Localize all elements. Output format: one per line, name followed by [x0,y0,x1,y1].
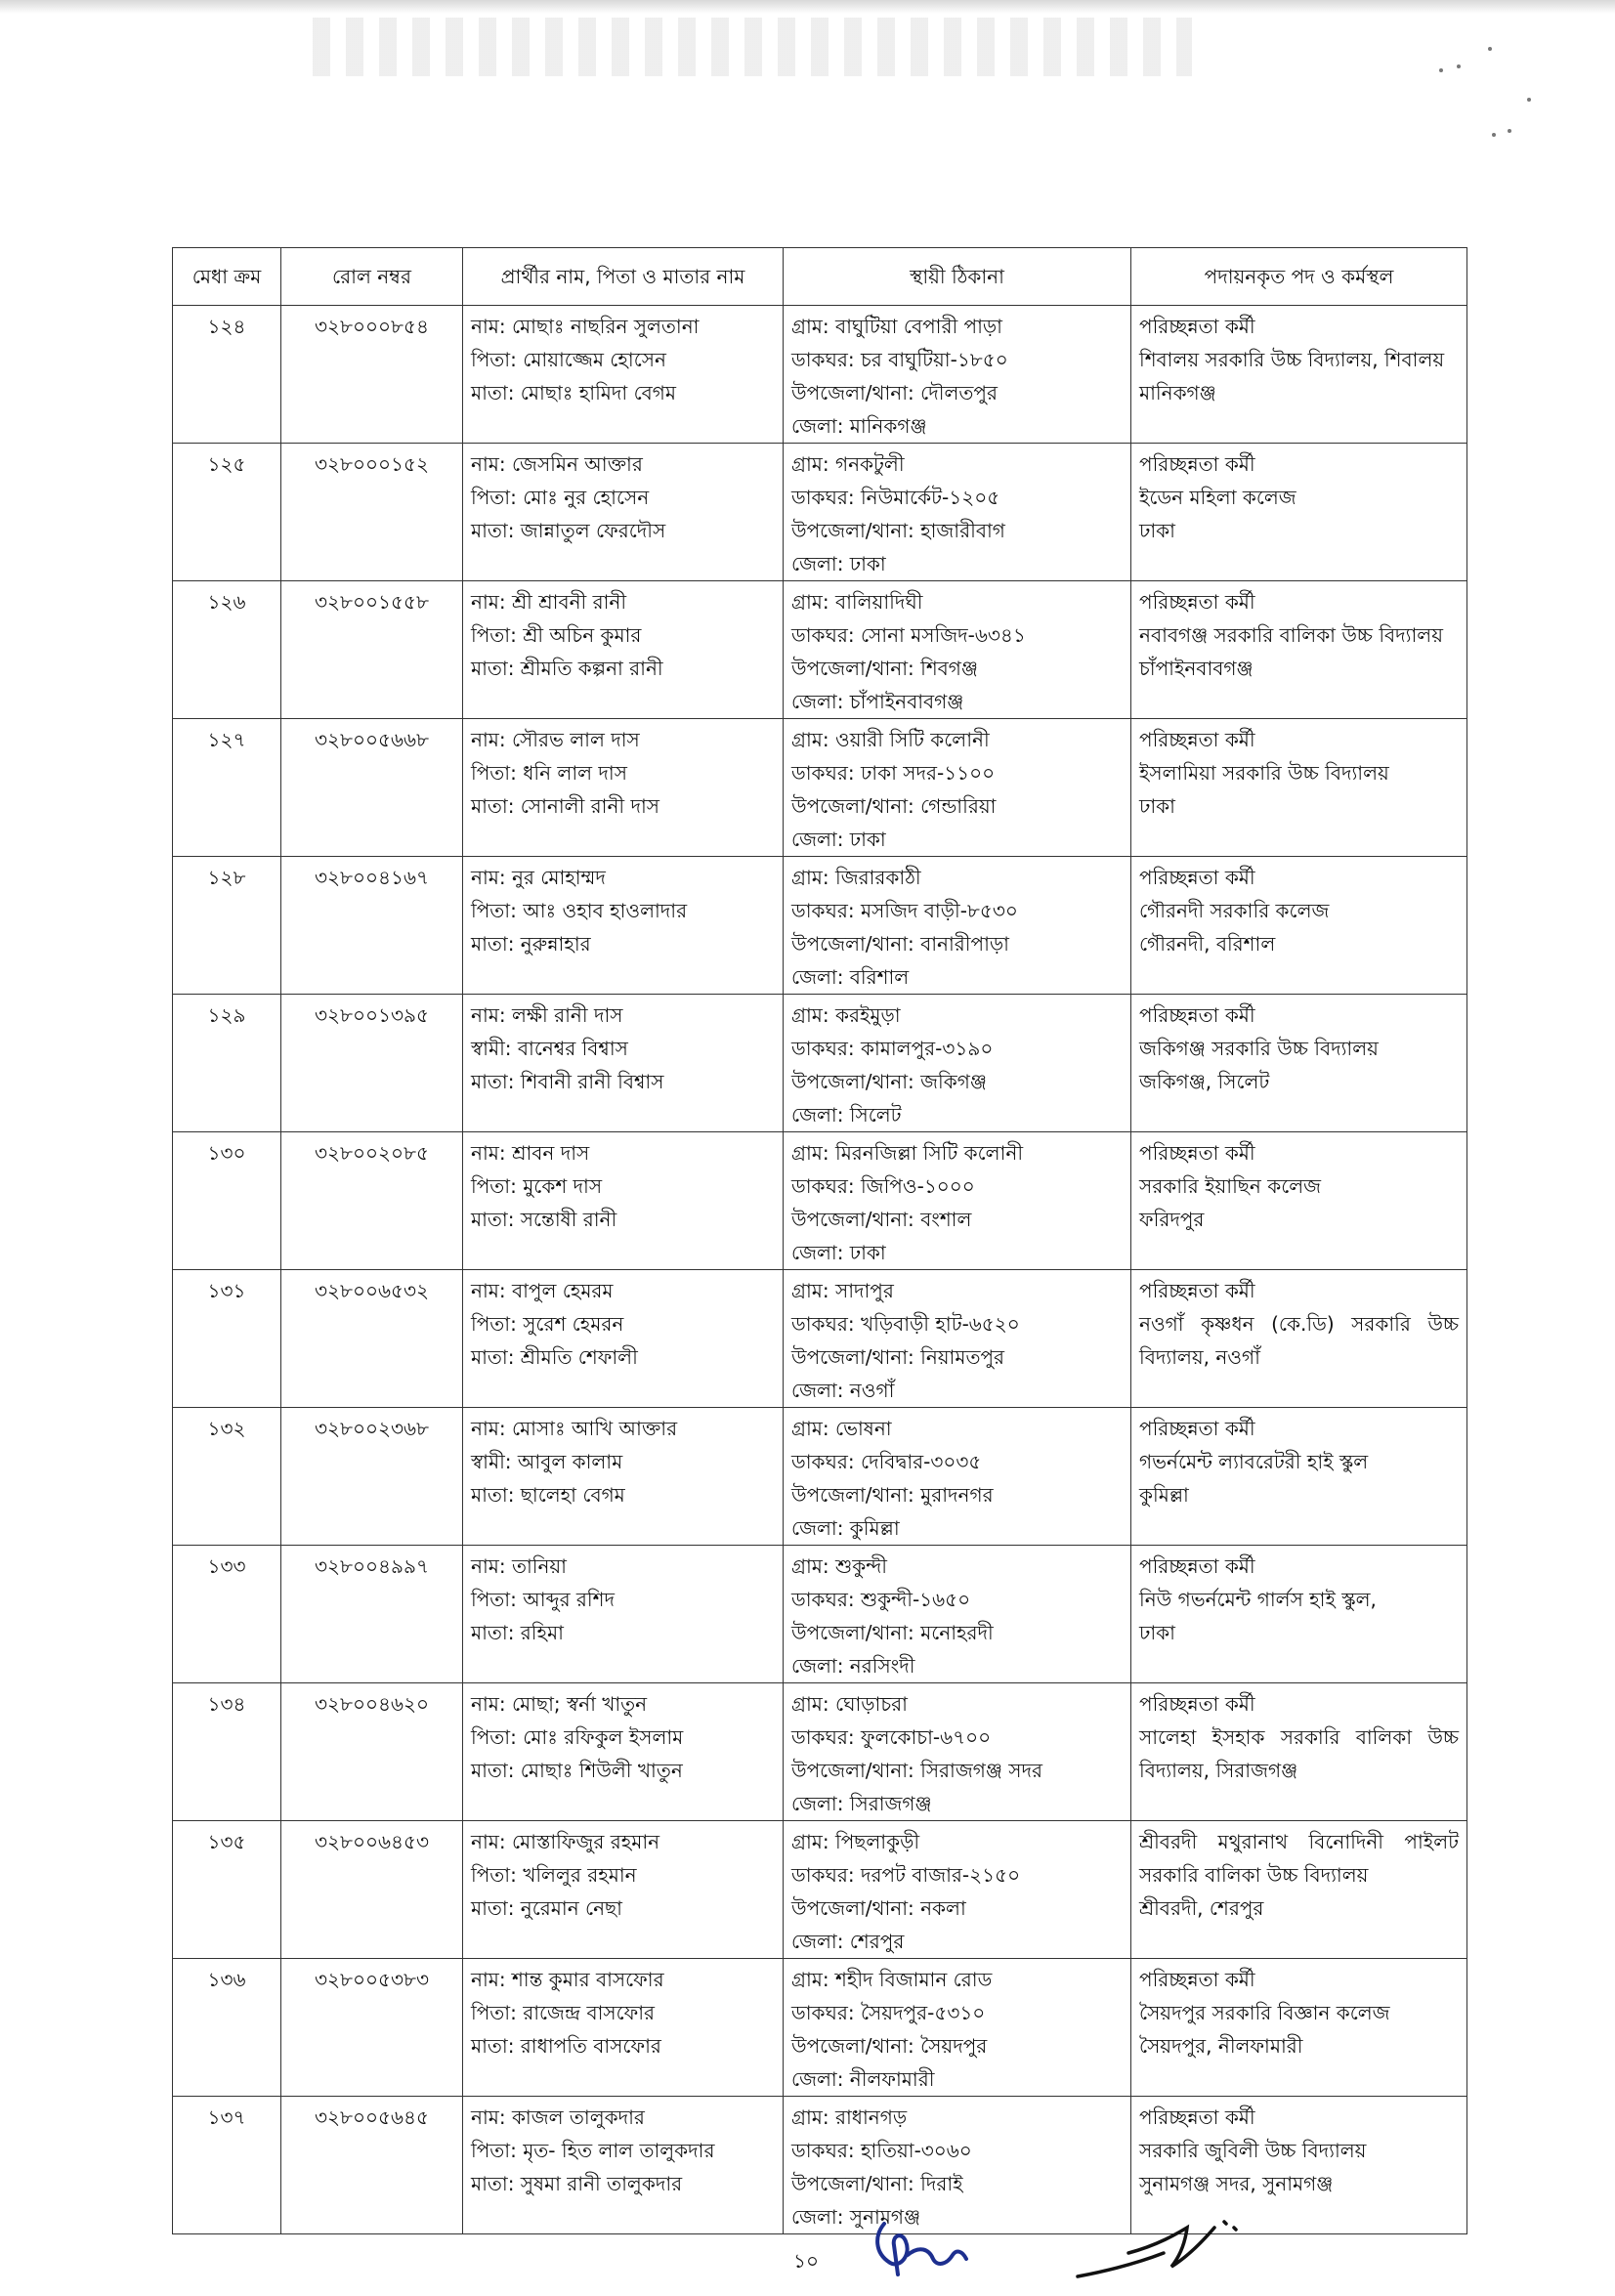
address-line: উপজেলা/থানা: মুরাদনগর [791,1483,994,1507]
posting-line: সৈয়দপুর, নীলফামারী [1139,2034,1303,2058]
address-line: ডাকঘর: সৈয়দপুর-৫৩১০ [791,2001,986,2024]
address-line: ডাকঘর: জিপিও-১০০০ [791,1174,975,1198]
name-line: নাম: মোস্তাফিজুর রহমান [471,1830,660,1853]
posting-line: ইডেন মহিলা কলেজ [1139,486,1296,509]
address-cell [784,1132,1131,1270]
page-number: ১০ [793,2249,819,2273]
address-cell [784,995,1131,1132]
serial-cell: ১২৭ [173,719,281,857]
name-line: নাম: মোসাঃ আখি আক্তার [471,1417,678,1440]
candidate-info-cell [463,1270,784,1408]
table-row [173,857,1467,995]
name-line: পিতা: ধনি লাল দাস [471,761,627,785]
address-line: গ্রাম: বাঘুটিয়া বেপারী পাড়া [791,315,1002,338]
serial-cell: ১৩৫ [173,1821,281,1959]
name-line: মাতা: সুষমা রানী তালুকদার [471,2172,683,2195]
posting-cell [1131,444,1467,581]
name-line: স্বামী: আবুল কালাম [471,1450,623,1473]
posting-cell [1131,857,1467,995]
posting-line: ঢাকা [1139,519,1175,542]
roll-cell: ৩২৮০০১৩৯৫ [281,995,463,1132]
address-line: উপজেলা/থানা: শিবগঞ্জ [791,657,978,680]
posting-line: পরিচ্ছন্নতা কর্মী [1139,1417,1255,1440]
address-line: জেলা: ঢাকা [791,1241,886,1264]
candidate-info-cell [463,995,784,1132]
name-line: মাতা: মোছাঃ হামিদা বেগম [471,381,677,404]
address-line: গ্রাম: রাধানগড় [791,2105,908,2129]
posting-line: পরিচ্ছন্নতা কর্মী [1139,590,1255,614]
address-line: জেলা: শেরপুর [791,1930,905,1953]
table-row [173,1683,1467,1821]
address-line: গ্রাম: মিরনজিল্লা সিটি কলোনী [791,1141,1024,1165]
header-address: স্থায়ী ঠিকানা [784,248,1131,306]
address-line: জেলা: সিলেট [791,1103,902,1127]
name-line: পিতা: আব্দুর রশিদ [471,1588,615,1611]
posting-line: পরিচ্ছন্নতা কর্মী [1139,315,1255,338]
address-line: উপজেলা/থানা: নকলা [791,1896,966,1920]
address-line: গ্রাম: ঘোড়াচরা [791,1692,908,1716]
posting-line: শ্রীবরদী, শেরপুর [1139,1896,1264,1920]
posting-line: শিবালয় সরকারি উচ্চ বিদ্যালয়, শিবালয় [1139,348,1445,371]
name-line: পিতা: শ্রী অচিন কুমার [471,623,642,647]
name-line: পিতা: মৃত- হিত লাল তালুকদার [471,2139,715,2162]
table-row [173,1821,1467,1959]
header-posting: পদায়নকৃত পদ ও কর্মস্থল [1131,248,1467,306]
posting-line: নওগাঁ কৃষ্ণধন (কে.ডি) সরকারি উচ্চ বিদ্যালয়, নওগাঁ [1139,1312,1459,1369]
address-line: উপজেলা/থানা: বানারীপাড়া [791,932,1009,956]
roll-cell: ৩২৮০০৪৯৯৭ [281,1546,463,1683]
table-row [173,719,1467,857]
address-line: ডাকঘর: কামালপুর-৩১৯০ [791,1037,994,1060]
serial-cell: ১২৯ [173,995,281,1132]
serial-cell: ১৩৪ [173,1683,281,1821]
name-line: স্বামী: বানেশ্বর বিশ্বাস [471,1037,628,1060]
address-cell [784,1408,1131,1546]
name-line: মাতা: মোছাঃ শিউলী খাতুন [471,1759,683,1782]
name-line: পিতা: রাজেন্দ্র বাসফোর [471,2001,656,2024]
name-line: নাম: লক্ষী রানী দাস [471,1003,623,1027]
posting-line: পরিচ্ছন্নতা কর্মী [1139,1692,1255,1716]
address-line: উপজেলা/থানা: সিরাজগঞ্জ সদর [791,1759,1043,1782]
address-line: জেলা: কুমিল্লা [791,1516,900,1540]
address-line: গ্রাম: শুকুন্দী [791,1554,887,1578]
posting-cell [1131,1132,1467,1270]
table-row [173,1546,1467,1683]
name-line: মাতা: ছালেহা বেগম [471,1483,625,1507]
roll-cell: ৩২৮০০৪১৬৭ [281,857,463,995]
name-line: মাতা: রহিমা [471,1621,564,1644]
posting-cell [1131,719,1467,857]
table-row [173,1132,1467,1270]
posting-cell [1131,306,1467,444]
roll-cell: ৩২৮০০৫৬৬৮ [281,719,463,857]
address-cell [784,306,1131,444]
table-header-row [173,248,1467,306]
name-line: মাতা: সন্তোষী রানী [471,1208,617,1231]
address-line: ডাকঘর: দেবিদ্বার-৩০৩৫ [791,1450,982,1473]
posting-line: গভর্নমেন্ট ল্যাবরেটরী হাই স্কুল [1139,1450,1369,1473]
name-line: মাতা: সোনালী রানী দাস [471,794,659,818]
posting-line: পরিচ্ছন্নতা কর্মী [1139,1554,1255,1578]
address-line: ডাকঘর: ফুলকোচা-৬৭০০ [791,1725,992,1749]
posting-line: পরিচ্ছন্নতা কর্মী [1139,1003,1255,1027]
address-line: জেলা: নওগাঁ [791,1379,895,1402]
address-cell [784,1546,1131,1683]
roll-cell: ৩২৮০০৫৬৪৫ [281,2097,463,2234]
address-line: ডাকঘর: নিউমার্কেট-১২০৫ [791,486,1000,509]
address-line: জেলা: ঢাকা [791,552,886,575]
address-line: গ্রাম: গনকটুলী [791,452,905,476]
posting-line: নবাবগঞ্জ সরকারি বালিকা উচ্চ বিদ্যালয় [1139,623,1443,647]
address-line: উপজেলা/থানা: দৌলতপুর [791,381,998,404]
posting-line: গৌরনদী, বরিশাল [1139,932,1276,956]
address-cell [784,444,1131,581]
posting-line: পরিচ্ছন্নতা কর্মী [1139,1141,1255,1165]
name-line: নাম: সৌরভ লাল দাস [471,728,640,751]
address-line: জেলা: মানিকগঞ্জ [791,414,927,438]
name-line: পিতা: খলিলুর রহমান [471,1863,637,1887]
name-line: নাম: নুর মোহাম্মদ [471,866,606,889]
bleed-through-text [313,18,1192,76]
address-line: ডাকঘর: চর বাঘুটিয়া-১৮৫০ [791,348,1008,371]
posting-line: ঢাকা [1139,1621,1175,1644]
name-line: নাম: মোছা; স্বর্না খাতুন [471,1692,648,1716]
address-line: গ্রাম: ওয়ারী সিটি কলোনী [791,728,990,751]
serial-cell: ১৩৩ [173,1546,281,1683]
name-line: নাম: জেসমিন আক্তার [471,452,643,476]
name-line: নাম: কাজল তালুকদার [471,2105,645,2129]
address-line: গ্রাম: জিরারকাঠী [791,866,921,889]
table-row [173,444,1467,581]
header-name: প্রার্থীর নাম, পিতা ও মাতার নাম [463,248,784,306]
address-line: জেলা: চাঁপাইনবাবগঞ্জ [791,690,964,713]
posting-line: পরিচ্ছন্নতা কর্মী [1139,1968,1255,1991]
posting-cell [1131,1683,1467,1821]
roll-cell: ৩২৮০০০১৫২ [281,444,463,581]
name-line: পিতা: মোয়াজ্জেম হোসেন [471,348,666,371]
address-line: উপজেলা/থানা: হাজারীবাগ [791,519,1005,542]
candidate-info-cell [463,1821,784,1959]
name-line: মাতা: নুরেমান নেছা [471,1896,622,1920]
posting-cell [1131,1408,1467,1546]
table-row [173,581,1467,719]
scan-edge-shadow [0,0,1615,14]
roll-cell: ৩২৮০০৬৪৫৩ [281,1821,463,1959]
posting-line: নিউ গভর্নমেন্ট গার্লস হাই স্কুল, [1139,1588,1377,1611]
address-line: উপজেলা/থানা: দিরাই [791,2172,963,2195]
name-line: মাতা: শ্রীমতি কল্পনা রানী [471,657,663,680]
address-line: ডাকঘর: দরপট বাজার-২১৫০ [791,1863,1021,1887]
table-row [173,1270,1467,1408]
candidate-info-cell [463,1408,784,1546]
name-line: নাম: শ্রাবন দাস [471,1141,590,1165]
posting-line: ফরিদপুর [1139,1208,1205,1231]
serial-cell: ১২৫ [173,444,281,581]
address-cell [784,719,1131,857]
address-line: গ্রাম: ভোষনা [791,1417,892,1440]
candidate-info-cell [463,1132,784,1270]
name-line: মাতা: নুরুন্নাহার [471,932,591,956]
table-row [173,1959,1467,2097]
candidate-info-cell [463,1959,784,2097]
posting-line: জকিগঞ্জ, সিলেট [1139,1070,1270,1093]
address-line: জেলা: নরসিংদী [791,1654,915,1678]
roll-cell: ৩২৮০০৬৫৩২ [281,1270,463,1408]
address-line: জেলা: সুনামগঞ্জ [791,2205,921,2229]
posting-line: পরিচ্ছন্নতা কর্মী [1139,866,1255,889]
posting-cell [1131,1821,1467,1959]
table-row [173,306,1467,444]
serial-cell: ১৩২ [173,1408,281,1546]
posting-line: পরিচ্ছন্নতা কর্মী [1139,728,1255,751]
name-line: মাতা: শিবানী রানী বিশ্বাস [471,1070,664,1093]
posting-line: গৌরনদী সরকারি কলেজ [1139,899,1330,922]
posting-cell [1131,1270,1467,1408]
roll-cell: ৩২৮০০০৮৫৪ [281,306,463,444]
candidate-info-cell [463,1683,784,1821]
address-line: ডাকঘর: সোনা মসজিদ-৬৩৪১ [791,623,1026,647]
name-line: পিতা: মোঃ নুর হোসেন [471,486,650,509]
address-line: জেলা: ঢাকা [791,828,886,851]
address-line: ডাকঘর: হাতিয়া-৩০৬০ [791,2139,972,2162]
roll-cell: ৩২৮০০৪৬২০ [281,1683,463,1821]
posting-line: সৈয়দপুর সরকারি বিজ্ঞান কলেজ [1139,2001,1390,2024]
address-cell [784,857,1131,995]
roll-cell: ৩২৮০০৫৩৮৩ [281,1959,463,2097]
serial-cell: ১২৪ [173,306,281,444]
table-row [173,1408,1467,1546]
signature [1070,2198,1255,2296]
address-line: জেলা: সিরাজগঞ্জ [791,1792,932,1815]
candidate-info-cell [463,444,784,581]
table-row [173,995,1467,1132]
name-line: নাম: বাপুল হেমরম [471,1279,614,1302]
candidate-info-cell [463,2097,784,2234]
posting-line: পরিচ্ছন্নতা কর্মী [1139,1279,1255,1302]
posting-line: সরকারি ইয়াছিন কলেজ [1139,1174,1322,1198]
name-line: নাম: মোছাঃ নাছরিন সুলতানা [471,315,700,338]
address-cell [784,581,1131,719]
posting-line: ঢাকা [1139,794,1175,818]
candidate-info-cell [463,857,784,995]
posting-line: চাঁপাইনবাবগঞ্জ [1139,657,1254,680]
name-line: মাতা: জান্নাতুল ফেরদৌস [471,519,666,542]
address-line: উপজেলা/থানা: জকিগঞ্জ [791,1070,987,1093]
name-line: মাতা: শ্রীমতি শেফালী [471,1345,638,1369]
address-line: ডাকঘর: ঢাকা সদর-১১০০ [791,761,996,785]
candidate-info-cell [463,719,784,857]
posting-cell [1131,995,1467,1132]
address-line: গ্রাম: করইমুড়া [791,1003,901,1027]
candidate-info-cell [463,1546,784,1683]
table-row [173,2097,1467,2234]
name-line: মাতা: রাধাপতি বাসফোর [471,2034,661,2058]
address-cell [784,1683,1131,1821]
address-line: জেলা: নীলফামারী [791,2067,935,2091]
serial-cell: ১৩৬ [173,1959,281,2097]
address-cell [784,1959,1131,2097]
posting-line: শ্রীবরদী মথুরানাথ বিনোদিনী পাইলট সরকারি বালিকা উচ্চ বিদ্যালয় [1139,1830,1459,1887]
address-line: গ্রাম: শহীদ বিজামান রোড [791,1968,993,1991]
header-serial: মেধা ক্রম [173,248,281,306]
address-line: ডাকঘর: খড়িবাড়ী হাট-৬৫২০ [791,1312,1020,1336]
roll-cell: ৩২৮০০২০৮৫ [281,1132,463,1270]
address-line: উপজেলা/থানা: নিয়ামতপুর [791,1345,1005,1369]
address-line: গ্রাম: পিছলাকুড়ী [791,1830,920,1853]
posting-line: পরিচ্ছন্নতা কর্মী [1139,2105,1255,2129]
address-line: গ্রাম: বালিয়াদিঘী [791,590,923,614]
posting-cell [1131,581,1467,719]
posting-line: পরিচ্ছন্নতা কর্মী [1139,452,1255,476]
roll-cell: ৩২৮০০২৩৬৮ [281,1408,463,1546]
address-line: উপজেলা/থানা: গেন্ডারিয়া [791,794,997,818]
posting-line: ইসলামিয়া সরকারি উচ্চ বিদ্যালয় [1139,761,1389,785]
name-line: নাম: শ্রী শ্রাবনী রানী [471,590,627,614]
address-line: ডাকঘর: শুকুন্দী-১৬৫০ [791,1588,971,1611]
scan-specks [1429,39,1537,147]
serial-cell: ১২৬ [173,581,281,719]
candidate-info-cell [463,306,784,444]
posting-line: সালেহা ইসহাক সরকারি বালিকা উচ্চ বিদ্যালয়, সিরাজগঞ্জ [1139,1725,1459,1782]
posting-line: মানিকগঞ্জ [1139,381,1216,404]
serial-cell: ১৩১ [173,1270,281,1408]
posting-line: কুমিল্লা [1139,1483,1189,1507]
address-cell [784,1821,1131,1959]
roll-cell: ৩২৮০০১৫৫৮ [281,581,463,719]
posting-line: সরকারি জুবিলী উচ্চ বিদ্যালয় [1139,2139,1367,2162]
address-line: জেলা: বরিশাল [791,965,910,989]
name-line: নাম: তানিয়া [471,1554,567,1578]
posting-line: সুনামগঞ্জ সদর, সুনামগঞ্জ [1139,2172,1334,2195]
address-line: ডাকঘর: মসজিদ বাড়ী-৮৫৩০ [791,899,1018,922]
name-line: নাম: শান্ত কুমার বাসফোর [471,1968,664,1991]
initials-signature [865,2216,972,2284]
address-line: উপজেলা/থানা: মনোহরদী [791,1621,994,1644]
serial-cell: ১৩০ [173,1132,281,1270]
posting-cell [1131,1959,1467,2097]
name-line: পিতা: মোঃ রফিকুল ইসলাম [471,1725,684,1749]
posting-line: জকিগঞ্জ সরকারি উচ্চ বিদ্যালয় [1139,1037,1379,1060]
address-line: উপজেলা/থানা: বংশাল [791,1208,972,1231]
candidate-info-cell [463,581,784,719]
address-line: গ্রাম: সাদাপুর [791,1279,894,1302]
serial-cell: ১২৮ [173,857,281,995]
name-line: পিতা: মুকেশ দাস [471,1174,603,1198]
address-line: উপজেলা/থানা: সৈয়দপুর [791,2034,988,2058]
address-cell [784,1270,1131,1408]
posting-cell [1131,1546,1467,1683]
serial-cell: ১৩৭ [173,2097,281,2234]
name-line: পিতা: আঃ ওহাব হাওলাদার [471,899,688,922]
merit-list-table [172,247,1467,2234]
name-line: পিতা: সুরেশ হেমরন [471,1312,624,1336]
header-roll: রোল নম্বর [281,248,463,306]
